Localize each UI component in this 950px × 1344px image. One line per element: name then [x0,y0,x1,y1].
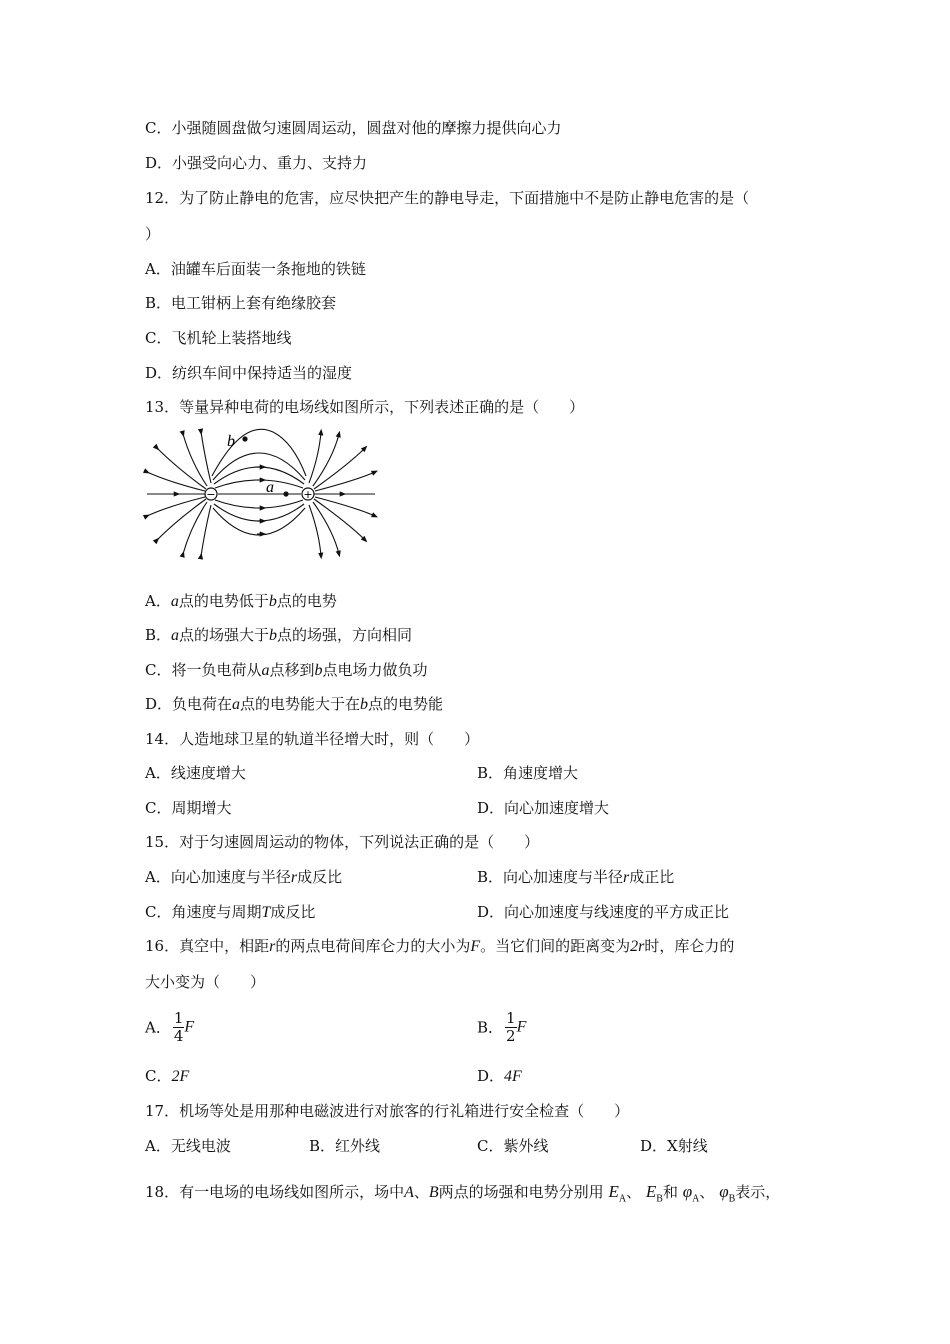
symbol-e-b: $E_B$ [645,1182,663,1205]
q12-option-c: C．飞机轮上装搭地线 [145,329,292,347]
electric-field-lines-diagram [143,428,379,560]
point-a-label: a [266,479,274,496]
q15-option-b: B．向心加速度与半径r成正比 [477,868,675,886]
symbol-phi-b: $\varphi_B$ [719,1182,736,1205]
q13-option-a: A．a点的电势低于b点的电势 [145,592,337,610]
negative-charge-sign: − [206,488,216,501]
q14-option-c: C．周期增大 [145,799,232,817]
q17-option-d: D．X射线 [640,1137,708,1155]
q18-stem: 18．有一电场的电场线如图所示，场中A、B两点的场强和电势分别用 $E_A$、 $E_B$和 $\varphi_A$、 $\varphi_B$表示， [145,1182,781,1205]
q13-option-c: C．将一负电荷从a点移到b点电场力做负功 [145,661,428,679]
q16-stem-cont: 大小变为（ ） [145,973,266,991]
q14-option-d: D．向心加速度增大 [477,799,610,817]
q13-stem: 13．等量异种电荷的电场线如图所示，下列表述正确的是（ ） [145,398,585,416]
q12-stem: 12．为了防止静电的危害，应尽快把产生的静电导走，下面措施中不是防止静电危害的是（ [145,189,750,207]
q11-option-d: D．小强受向心力、重力、支持力 [145,154,368,172]
q13-option-b: B．a点的场强大于b点的场强，方向相同 [145,626,413,644]
q16-option-b: B． $\frac{1}{2}$ F [477,1009,527,1045]
q16-option-c: C．2F [145,1067,190,1085]
q16-stem: 16．真空中，相距r的两点电荷间库仑力的大小为F。当它们间的距离变为2r时，库仑力的 [145,937,735,955]
fraction-one-quarter: $\frac{1}{4}$ [173,1009,184,1045]
q12-option-b: B．电工钳柄上套有绝缘胶套 [145,294,337,312]
q13-option-d: D．负电荷在a点的电势能大于在b点的电势能 [145,695,444,713]
positive-charge-sign: + [303,488,313,501]
q14-option-b: B．角速度增大 [477,764,579,782]
q11-option-c: C．小强随圆盘做匀速圆周运动，圆盘对他的摩擦力提供向心力 [145,119,562,137]
q12-option-d: D．纺织车间中保持适当的湿度 [145,364,353,382]
q15-option-d: D．向心加速度与线速度的平方成正比 [477,903,730,921]
q17-stem: 17．机场等处是用那种电磁波进行对旅客的行礼箱进行安全检查（ ） [145,1102,630,1120]
q17-option-b: B．红外线 [309,1137,381,1155]
q17-option-c: C．紫外线 [477,1137,549,1155]
point-b-dot [242,436,247,441]
q17-option-a: A．无线电波 [145,1137,231,1155]
q15-option-c: C．角速度与周期T成反比 [145,903,316,921]
fraction-one-half: $\frac{1}{2}$ [506,1009,516,1045]
q14-stem: 14．人造地球卫星的轨道半径增大时，则（ ） [145,730,480,748]
q16-option-a: A． $\frac{1}{4}$ F [145,1009,195,1045]
q16-option-d: D．4F [477,1067,522,1085]
symbol-e-a: $E_A$ [608,1182,627,1205]
symbol-phi-a: $\varphi_A$ [682,1182,700,1205]
q12-stem-cont: ） [145,225,161,243]
q12-option-a: A．油罐车后面装一条拖地的铁链 [145,260,366,278]
q14-option-a: A．线速度增大 [145,764,246,782]
q15-option-a: A．向心加速度与半径r成反比 [145,868,343,886]
q15-stem: 15．对于匀速圆周运动的物体，下列说法正确的是（ ） [145,833,540,851]
point-b-label: b [227,433,235,450]
point-a-dot [283,491,288,496]
